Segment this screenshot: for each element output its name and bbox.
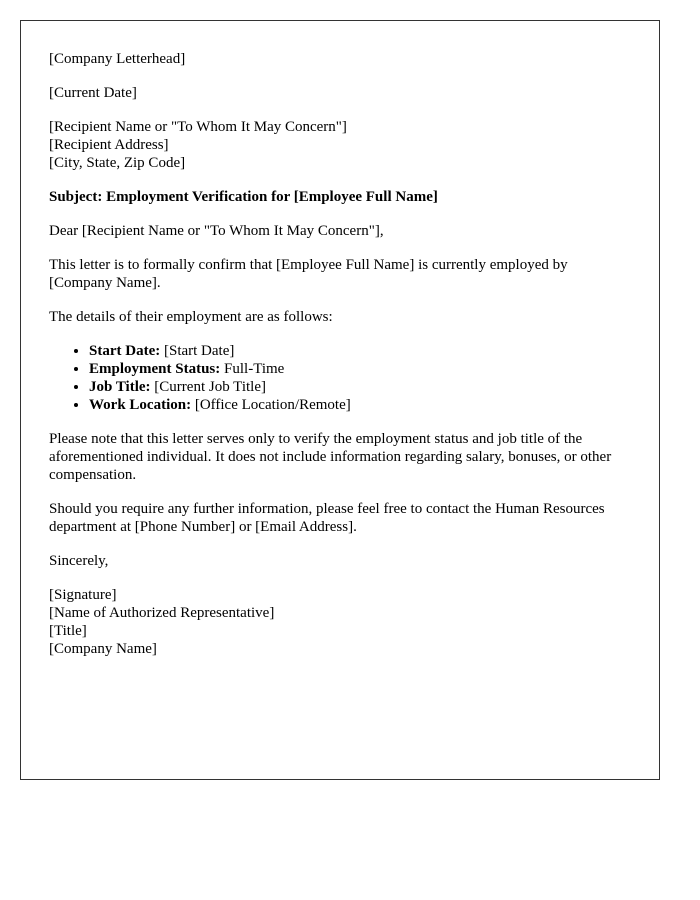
disclaimer-paragraph: Please note that this letter serves only to verify the employment status and job title of the aforementioned individual. It does not include information regarding salary, bonuses, or other compensation. <box>49 431 612 483</box>
detail-label: Job Title: <box>89 379 151 395</box>
detail-value: [Start Date] <box>160 343 235 359</box>
detail-value: [Current Job Title] <box>150 379 266 395</box>
signature-placeholder: [Signature] <box>49 587 117 603</box>
signature-block <box>49 586 631 658</box>
recipient-city: [City, State, Zip Code] <box>49 155 186 171</box>
recipient-address: [Recipient Address] <box>49 137 169 153</box>
signatory-name: [Name of Authorized Representative] <box>49 605 275 621</box>
signatory-company: [Company Name] <box>49 641 157 657</box>
detail-label: Start Date: <box>89 343 161 359</box>
letter-document <box>20 20 660 780</box>
signatory-title: [Title] <box>49 623 87 639</box>
details-intro: The details of their employment are as follows: <box>49 309 333 325</box>
detail-value: [Office Location/Remote] <box>191 397 351 413</box>
current-date: [Current Date] <box>49 85 137 101</box>
recipient-name: [Recipient Name or "To Whom It May Concern"] <box>49 119 347 135</box>
list-item <box>89 378 631 396</box>
subject-line: Subject: Employment Verification for [Employee Full Name] <box>49 189 438 205</box>
contact-paragraph: Should you require any further information, please feel free to contact the Human Resources department at [Phone Number] or [Email Address]. <box>49 501 605 535</box>
list-item <box>89 342 631 360</box>
list-item <box>89 396 631 414</box>
closing: Sincerely, <box>49 553 109 569</box>
list-item <box>89 360 631 378</box>
detail-value: Full-Time <box>220 361 285 377</box>
detail-label: Employment Status: <box>89 361 221 377</box>
intro-paragraph: This letter is to formally confirm that [Employee Full Name] is currently employed by [Company Name]. <box>49 257 568 291</box>
detail-label: Work Location: <box>89 397 192 413</box>
employment-details-list <box>49 342 631 414</box>
salutation: Dear [Recipient Name or "To Whom It May Concern"], <box>49 223 384 239</box>
company-letterhead: [Company Letterhead] <box>49 51 186 67</box>
recipient-block <box>49 118 631 172</box>
